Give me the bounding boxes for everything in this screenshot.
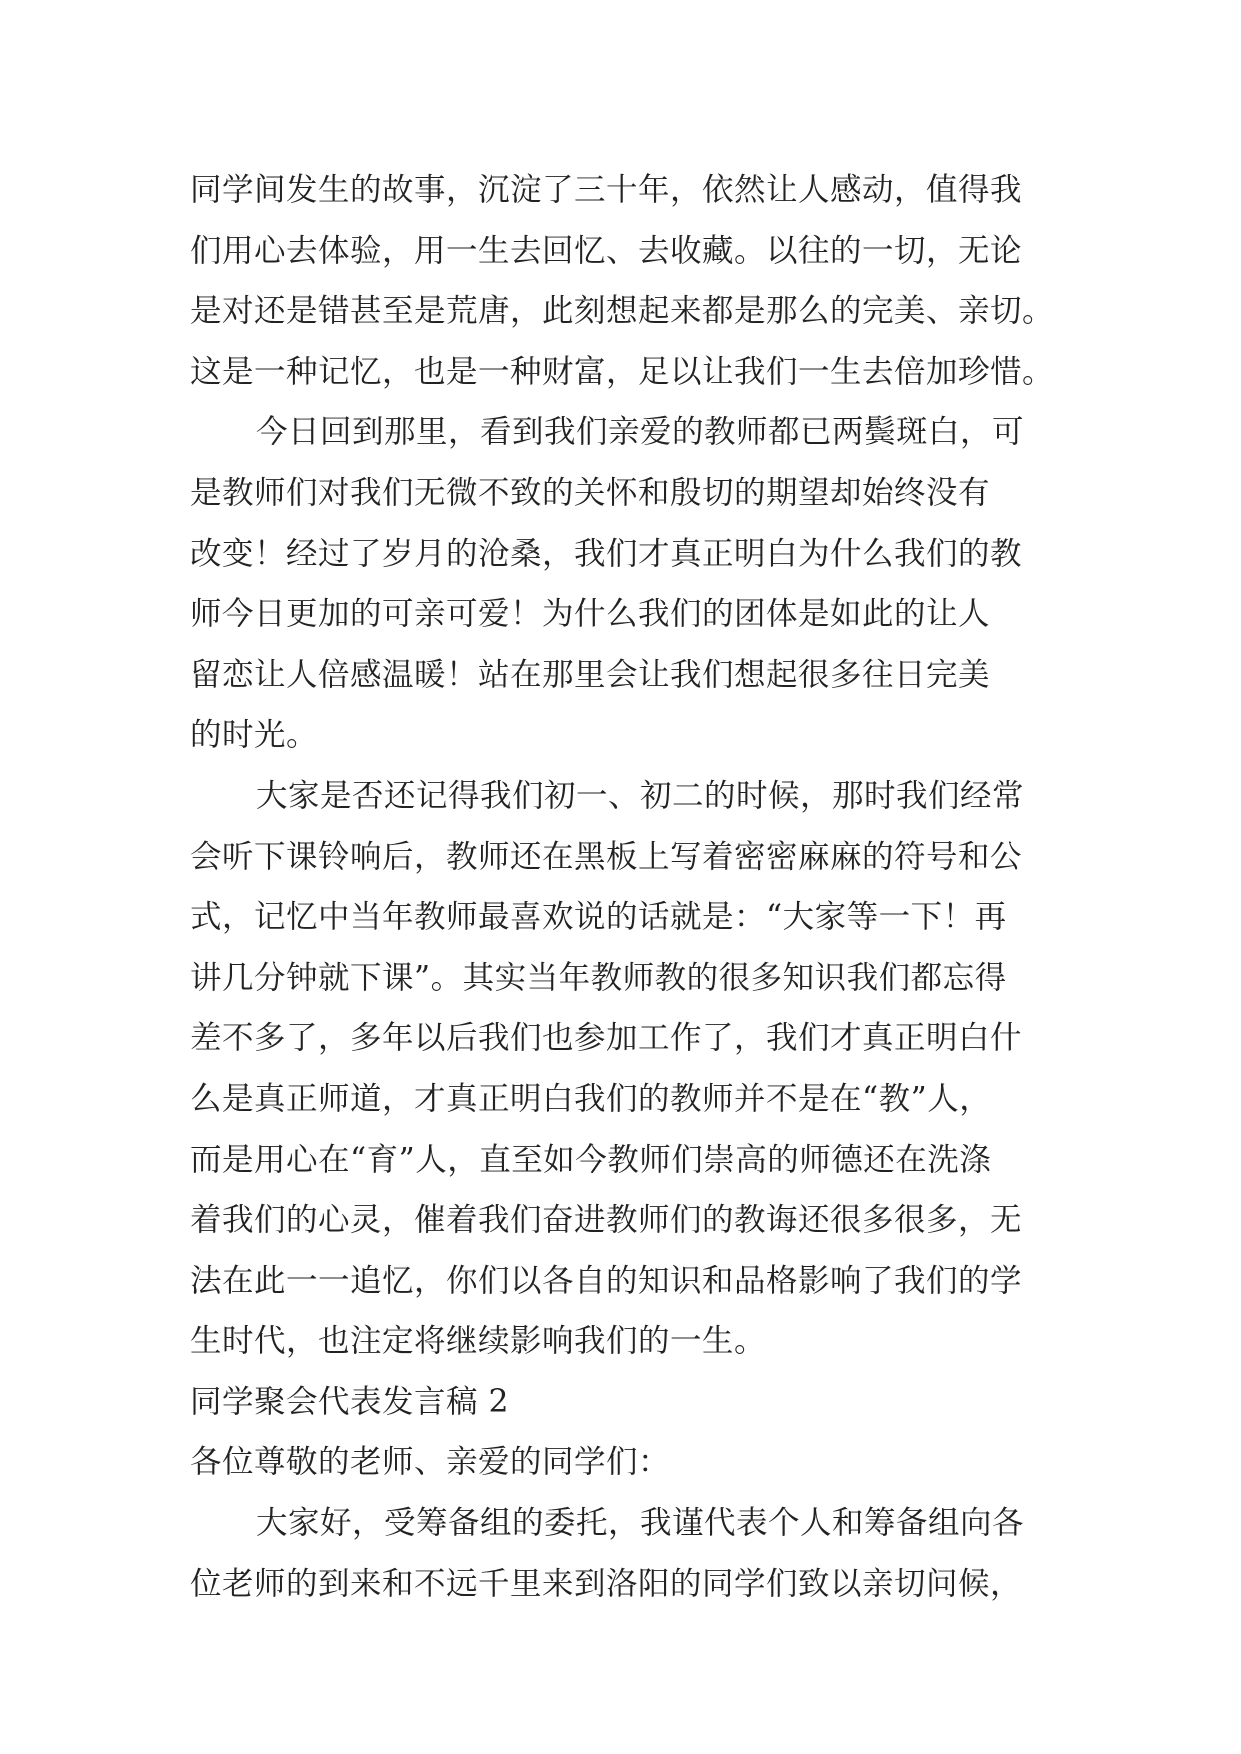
paragraph-first-line: 今日回到那里，看到我们亲爱的教师都已两鬓斑白，可	[256, 414, 1025, 451]
text-line: 法在此一一追忆，你们以各自的知识和品格影响了我们的学	[190, 1262, 1023, 1299]
text-line: 的时光。	[190, 717, 319, 754]
text-line: 们用心去体验，用一生去回忆、去收藏。以往的一切，无论	[190, 232, 1023, 269]
text-line: 讲几分钟就下课”。其实当年教师教的很多知识我们都忘得	[190, 959, 1007, 996]
text-line: 差不多了，多年以后我们也参加工作了，我们才真正明白什	[190, 1020, 1023, 1057]
text-line: 着我们的心灵，催着我们奋进教师们的教诲还很多很多，无	[190, 1202, 1023, 1239]
paragraph-first-line: 大家好，受筹备组的委托，我谨代表个人和筹备组向各	[256, 1505, 1025, 1542]
text-line: 同学间发生的故事，沉淀了三十年，依然让人感动，值得我	[190, 172, 1023, 208]
salutation: 各位尊敬的老师、亲爱的同学们：	[190, 1444, 671, 1481]
text-line: 会听下课铃响后，教师还在黑板上写着密密麻麻的符号和公	[190, 838, 1023, 875]
text-line: 留恋让人倍感温暖！站在那里会让我们想起很多往日完美	[190, 656, 991, 693]
text-line: 是教师们对我们无微不致的关怀和殷切的期望却始终没有	[190, 474, 991, 511]
text-line: 改变！经过了岁月的沧桑，我们才真正明白为什么我们的教	[190, 535, 1023, 572]
text-line: 这是一种记忆，也是一种财富，足以让我们一生去倍加珍惜。	[190, 353, 1055, 390]
text-line: 位老师的到来和不远千里来到洛阳的同学们致以亲切问候，	[190, 1565, 1023, 1602]
text-line: 而是用心在“育”人，直至如今教师们崇高的师德还在洗涤	[190, 1141, 992, 1178]
paragraph-first-line: 大家是否还记得我们初一、初二的时候，那时我们经常	[256, 777, 1025, 814]
text-line: 么是真正师道，才真正明白我们的教师并不是在“教”人，	[190, 1080, 992, 1117]
section-heading: 同学聚会代表发言稿 2	[190, 1383, 510, 1420]
text-line: 是对还是错甚至是荒唐，此刻想起来都是那么的完美、亲切。	[190, 293, 1055, 330]
document-body	[190, 160, 1070, 1614]
text-line: 生时代，也注定将继续影响我们的一生。	[190, 1323, 767, 1360]
text-line: 师今日更加的可亲可爱！为什么我们的团体是如此的让人	[190, 596, 991, 633]
text-line: 式，记忆中当年教师最喜欢说的话就是：“大家等一下！再	[190, 899, 1007, 936]
